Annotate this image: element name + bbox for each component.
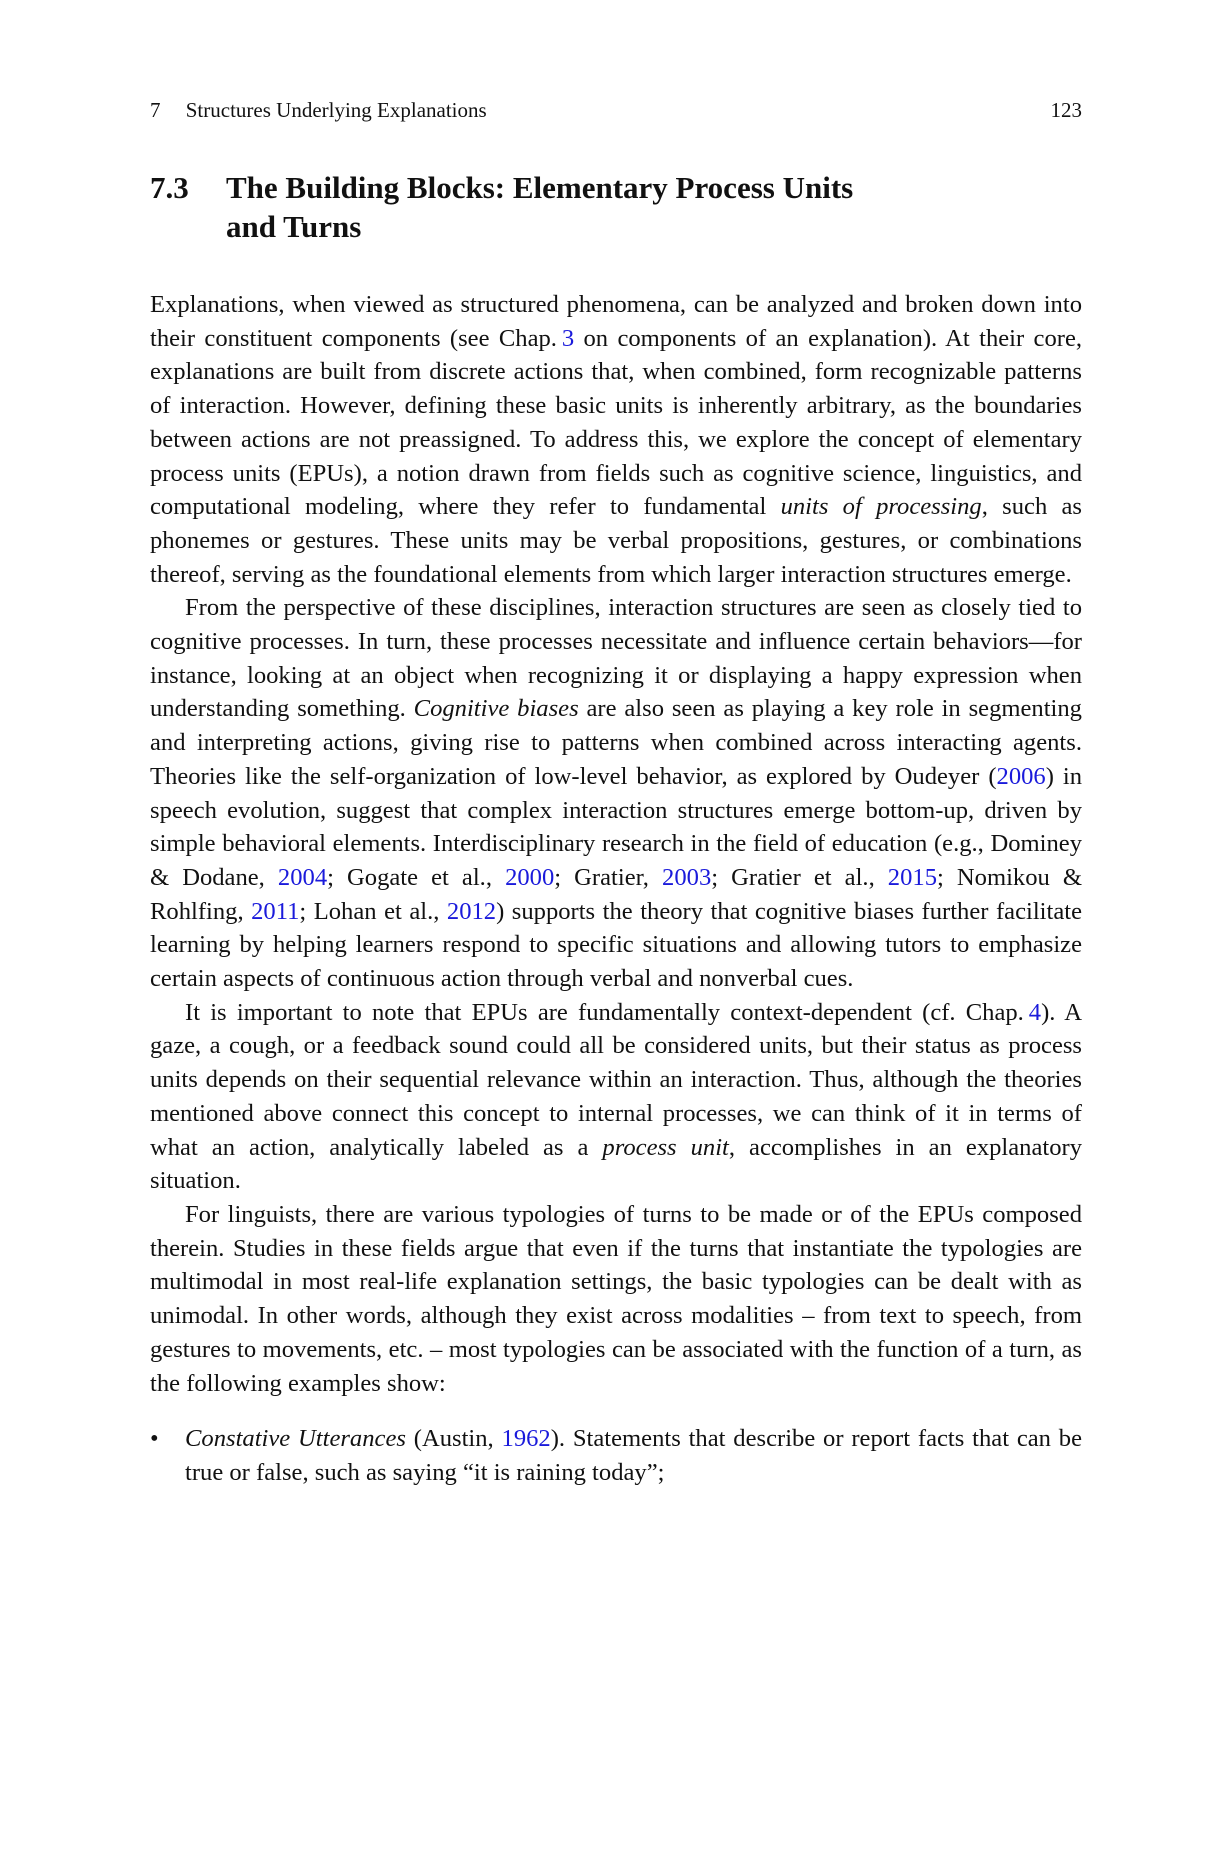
section-title [226, 168, 853, 246]
chapter-4-link[interactable]: 4 [1028, 998, 1042, 1026]
text-run: ; Gogate et al., [327, 863, 506, 891]
typology-list [150, 1422, 1082, 1489]
body-text [150, 288, 1082, 1490]
list-item [150, 1422, 1082, 1489]
citation-gratier-2003[interactable]: 2003 [662, 863, 712, 891]
text-run: are also seen as playing a key role in segmenting and interpreting actions, giving rise to patterns when combined across interacting agents. Theories like the self-organization of low-level behavior, as explored by Oudeyer ( [150, 695, 1082, 790]
text-run: on components of an explanation). At their core, explanations are built from discrete actions that, when combined, form recognizable patterns of interaction. However, defining these basic units is inherently arbitrary, as the boundaries between actions are not preassigned. To address this, we explore the concept of elementary process units (EPUs), a notion drawn from fields such as cognitive science, linguistics, and computational modeling, where they refer to fundamental [150, 324, 1083, 521]
chapter-3-link[interactable]: 3 [561, 324, 575, 352]
text-run: , accomplishes in an explanatory situation. [150, 1133, 1082, 1195]
citation-oudeyer-2006[interactable]: 2006 [996, 762, 1046, 790]
emphasis-units-of-processing: units of processing [780, 493, 982, 521]
emphasis-cognitive-biases: Cognitive biases [413, 695, 579, 723]
text-run: ). A gaze, a cough, or a feedback sound could all be considered units, but their status as process units depends on their sequential relevance within an interaction. Thus, although the theories mentioned above connect this concept to internal processes, we can think of it in terms of what an action, analytically labeled as a [150, 998, 1083, 1161]
text-run: ; Nomikou & Rohlfing, [150, 863, 1083, 925]
section-number: 7.3 [150, 170, 189, 205]
text-run: (Austin, [405, 1425, 502, 1453]
running-head [150, 98, 1082, 123]
text-run: ). Statements that describe or report facts that can be true or false, such as saying “it is raining today”; [185, 1425, 1083, 1486]
page-number: 123 [1050, 98, 1082, 122]
section-heading [150, 168, 1082, 246]
emphasis-process-unit: process unit [602, 1133, 729, 1161]
text-run: From the perspective of these disciplines, interaction structures are seen as closely tied to cognitive processes. In turn, these processes necessitate and influence certain behaviors—for instance, looking at an object when recognizing it or displaying a happy expression when understanding something. [150, 594, 1082, 723]
section-title-line1: The Building Blocks: Elementary Process Units [226, 170, 854, 205]
text-run: ) supports the theory that cognitive biases further facilitate learning by helping learners respond to specific situations and allowing tutors to emphasize certain aspects of continuous action through verbal and nonverbal cues. [150, 897, 1082, 993]
text-run: ; Gratier, [554, 863, 663, 891]
term-constative-utterances: Constative Utterances [185, 1425, 406, 1453]
citation-austin-1962[interactable]: 1962 [501, 1425, 551, 1453]
text-run: ; Lohan et al., [299, 897, 447, 925]
section-title-line2: and Turns [226, 209, 362, 244]
paragraph-4: For linguists, there are various typologies of turns to be made or of the EPUs composed therein. Studies in these fields argue that even if the turns that instantiate the typologies are multimodal in most real-life explanation settings, the basic typologies can be dealt with as unimodal. In other words, although they exist across modalities – from text to speech, from gestures to movements, etc. – most typologies can be associated with the function of a turn, as the following examples show: [150, 1200, 1082, 1397]
citation-nomikou-2011[interactable]: 2011 [251, 897, 300, 925]
paragraph-3 [150, 996, 1082, 1198]
text-run: ) in speech evolution, suggest that complex interaction structures emerge bottom-up, driven by simple behavioral elements. Interdisciplinary research in the field of education (e.g., Dominey & Dodane, [150, 762, 1083, 891]
citation-lohan-2012[interactable]: 2012 [446, 897, 497, 925]
paragraph-2 [150, 591, 1082, 995]
chapter-title: Structures Underlying Explanations [185, 98, 487, 122]
citation-gratier-2015[interactable]: 2015 [887, 863, 937, 891]
text-run: It is important to note that EPUs are fundamentally context-dependent (cf. Chap. [185, 998, 1029, 1026]
text-run: Explanations, when viewed as structured phenomena, can be analyzed and broken down into their constituent components (see Chap. [150, 291, 1082, 352]
paragraph-1 [150, 288, 1082, 591]
running-head-chapter [150, 98, 487, 123]
citation-dominey-2004[interactable]: 2004 [277, 863, 328, 891]
text-run: ; Gratier et al., [711, 863, 888, 891]
text-run: , such as phonemes or gestures. These units may be verbal propositions, gestures, or combinations thereof, serving as the foundational elements from which larger interaction structures emerge. [150, 493, 1083, 588]
chapter-number: 7 [150, 98, 161, 122]
citation-gogate-2000[interactable]: 2000 [505, 863, 555, 891]
bullet-icon: • [150, 1425, 159, 1453]
